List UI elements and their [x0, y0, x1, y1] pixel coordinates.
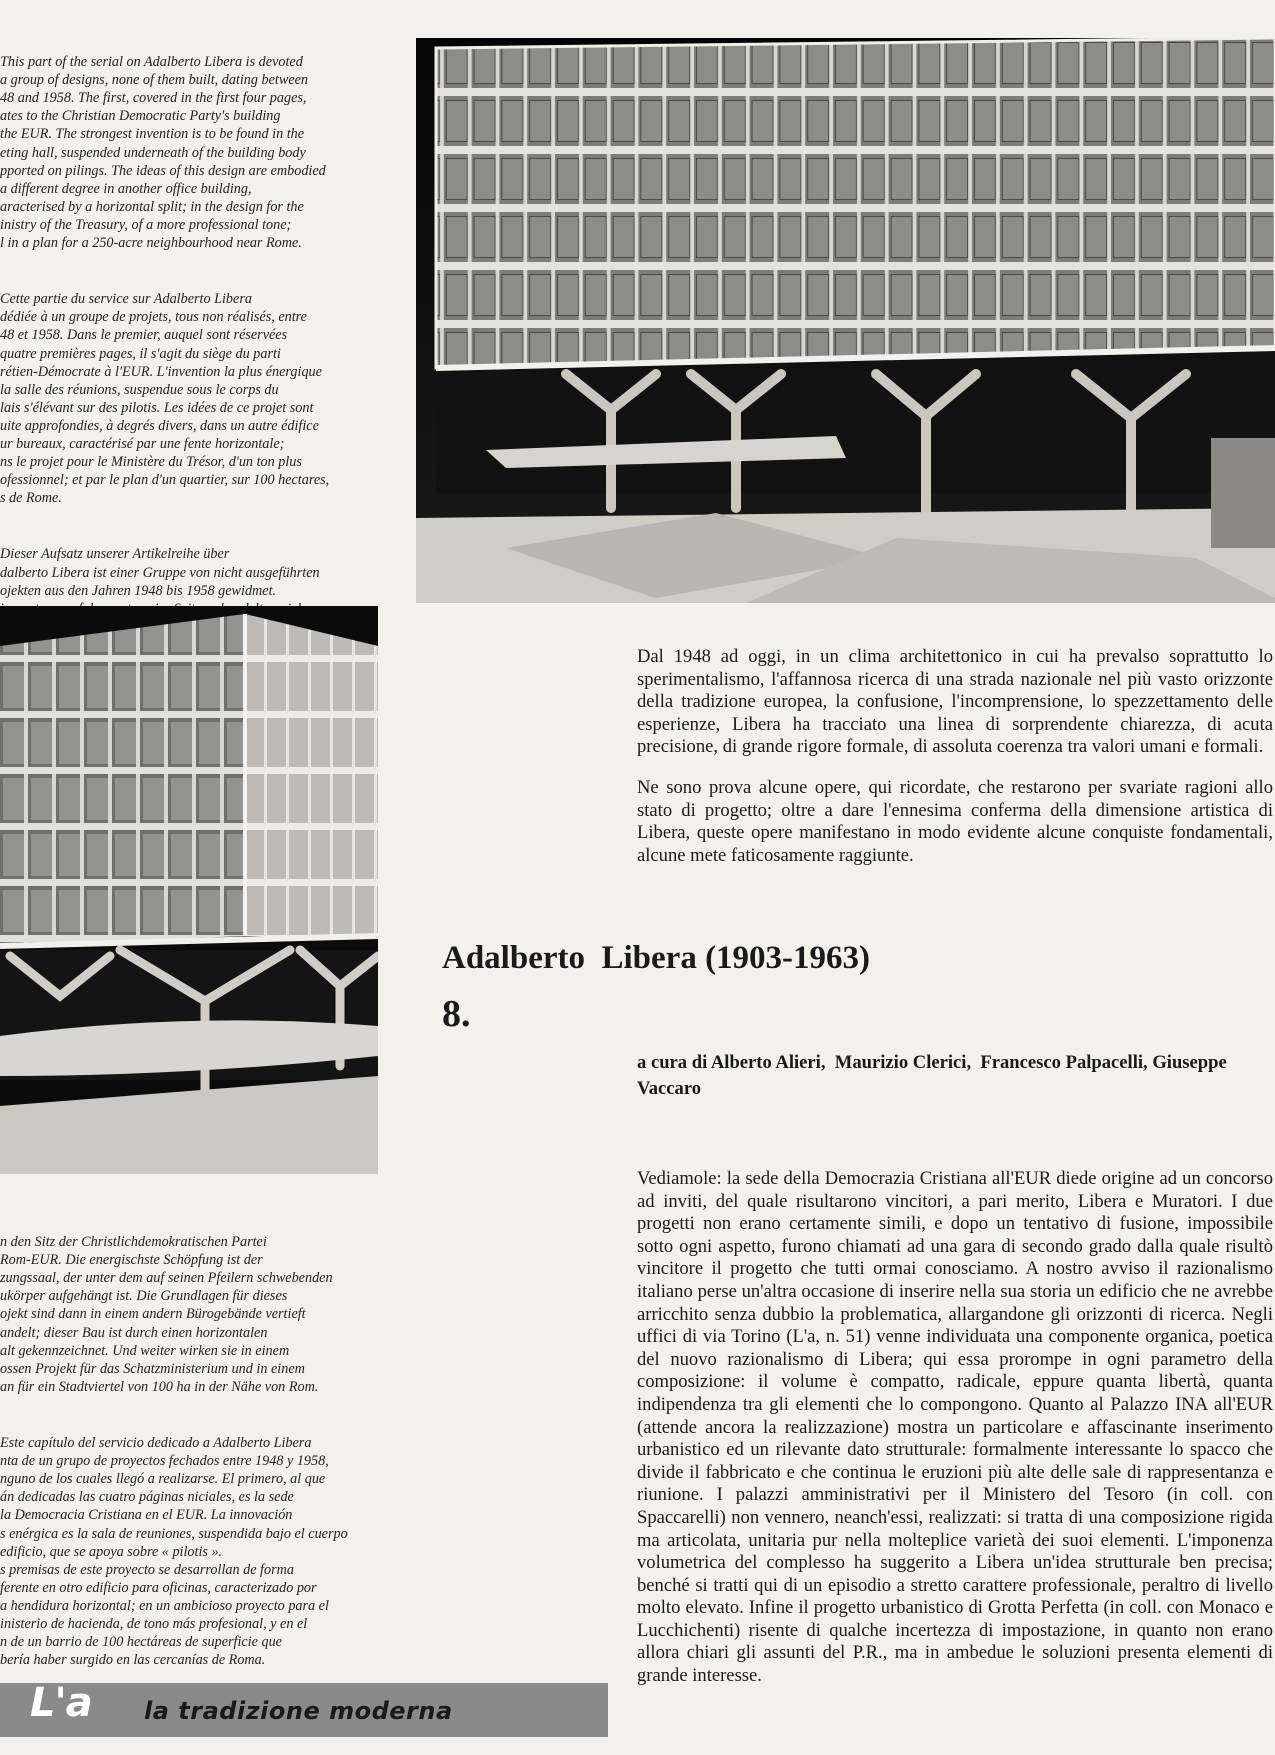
section-name: la tradizione moderna: [144, 1697, 453, 1725]
summary-english: This part of the serial on Adalberto Libera is devoted a group of designs, none of them built, dating between 48 and 1958. The first, covered in the first four pages, ates to the Christian Democratic Party's building the EUR. The strongest invention is to be found in the eting hall, suspended underneath of the building body pported on pilings. The ideas of this design are embodied a different degree in another office building, aracterised by a horizontal split; in the design for the inistry of the Treasury, of a more professional tone; l in a plan for a 250-acre neighbourhood near Rome.: [0, 54, 326, 252]
magazine-logo: L'a: [30, 1680, 92, 1726]
summary-german-continued: n den Sitz der Christlichdemokratischen Partei Rom-EUR. Die energischste Schöpfung ist der zungssaal, der unter dem auf seinen Pfeilern schwebenden ukörper aufgehängt ist. Die Grundlagen für dieses ojekt sind dann in einem andern Bürogebände vertieft andelt; dieser Bau ist durch einen horizontalen alt gekennzeichnet. Und weiter wirken sie in einem ossen Projekt für das Schatzministerium und in einem an für ein Stadtviertel von 100 ha in der Nähe von Rom.: [0, 1234, 333, 1395]
summary-german-start: Dieser Aufsatz unserer Artikelreihe über dalberto Libera ist einer Gruppe von nicht ausgeführten ojekten aus den Jahren 1948 bis 1958 gewidmet.: [0, 546, 320, 599]
article-credits: a cura di Alberto Alieri, Maurizio Clerici, Francesco Palpacelli, Giuseppe Vaccaro: [637, 1052, 1232, 1099]
summary-column-top: [0, 35, 378, 656]
article-title-name: Adalberto Libera (1903-1963): [442, 940, 871, 976]
article-title: [442, 938, 1002, 1034]
intro-text: [637, 646, 1273, 885]
summary-spanish: Este capítulo del servicio dedicado a Adalberto Libera nta de un grupo de proyectos fechados entre 1948 y 1958, nguno de los cuales llegó a realizarse. El primero, al que án dedicadas las cuatro páginas niciales, es la sede la Democracia Cristiana en el EUR. La innovación s enérgica es la sala de reuniones, suspendida bajo el cuerpo edificio, que se apoya sobre « pilotis ». s premisas de este proyecto se desarrollan de forma ferente en otro edificio para oficinas, caracterizado por a hendidura horizontal; en un ambicioso proyecto para el inisterio de hacienda, de tono más profesional, y en el n de un barrio de 100 hectáreas de superficie que bería haber surgido en las cercanías de Roma.: [0, 1435, 348, 1669]
photo-facade-drawing: [416, 38, 1275, 603]
photo-building-model-corner: [0, 606, 378, 1174]
intro-paragraph-1: Dal 1948 ad oggi, in un clima architettonico in cui ha prevalso soprattutto lo sperimentalismo, l'affannosa ricerca di una strada nazionale nel più vasto orizzonte della tradizione europea, la confusione, l'incomprensione, lo spezzettamento delle esperienze, Libera ha tracciato una linea di sorprendente chiarezza, di acuta precisione, di grande rigore formale, di assoluta coerenza tra valori umani e formali.: [637, 646, 1273, 758]
intro-paragraph-2: Ne sono prova alcune opere, qui ricordate, che restarono per svariate ragioni allo stato di progetto; oltre a dare l'ennesima conferma della dimensione artistica di Libera, queste opere manifestano in modo evidente alcune conquiste fondamentali, alcune mete faticosamente raggiunte.: [637, 776, 1273, 866]
main-paragraph: Vediamole: la sede della Democrazia Cristiana all'EUR diede origine ad un concorso ad inviti, del quale risultarono vincitori, a pari merito, Libera e Muratori. I due progetti non erano certamente simili, e dopo un tentativo di fusione, impossibile sotto ogni aspetto, furono chiamati ad una gara di secondo grado dalla quale risultò vincitore il progetto che tutti ormai conosciamo. A nostro avviso il razionalismo italiano perse un'altra occasione di inserire nella sua storia un edificio che ne avrebbe arricchito senza dubbio la problematica, allargandone gli orizzonti di ricerca. Negli uffici di via Torino (L'a, n. 51) venne individuata una componente organica, poetica del nuovo razionalismo di Libera; qui essa prorompe in ogni parametro della composizione: il volume è compatto, radicale, eppure quanta libertà, quanta indipendenza tra gli elementi che lo compongono. Quanto al Palazzo INA all'EUR (attende ancora la realizzazione) mostra un particolare e affascinante inserimento urbanistico ed un rilevante dato strutturale: formalmente interessante lo spacco che divide il fabbricato e che continua le eruzioni più alte delle sale di rappresentanza e riunione. I palazzi amministrativi per il Ministero del Tesoro (in coll. con Spaccarelli) non vennero, neanch'essi, realizzati: si tratta di una composizione rigida ma articolata, unitaria pur nella molteplice varietà dei suoi elementi. L'imponenza volumetrica del complesso ha suggerito a Libera un'idea strutturale ben precisa; benché si tratti qui di un episodio a stretto carattere professionale, peraltro di livello molto elevato. Infine il progetto urbanistico di Grotta Perfetta (in coll. con Monaco e Lucchichenti) risente di qualche incertezza di impostazione, in quanto non erano allora chiari gli assunti del P.R., ma in ambedue le soluzioni presenta elementi di grande interesse.: [637, 1168, 1273, 1687]
article-series-number: 8.: [442, 993, 471, 1035]
summary-french: Cette partie du service sur Adalberto Libera dédiée à un groupe de projets, tous non réalisés, entre 48 et 1958. Dans le premier, auquel sont réservées quatre premières pages, il s'agit du siège du parti rétien-Démocrate à l'EUR. L'invention la plus énergique la salle des réunions, suspendue sous le corps du lais s'élévant sur des pilotis. Les idées de ce projet sont uite approfondies, à degrés divers, dans un autre édifice ur bureaux, caractérisé par une fente horizontale; ns le projet pour le Ministère du Trésor, d'un ton plus ofessionnel; et par le plan d'un quartier, sur 100 hectares, s de Rome.: [0, 291, 330, 507]
summary-column-bottom: [0, 1215, 378, 1707]
photo-corner-drawing: [0, 606, 378, 1174]
main-article-text: [637, 1168, 1273, 1706]
photo-building-model-facade: [416, 38, 1275, 603]
